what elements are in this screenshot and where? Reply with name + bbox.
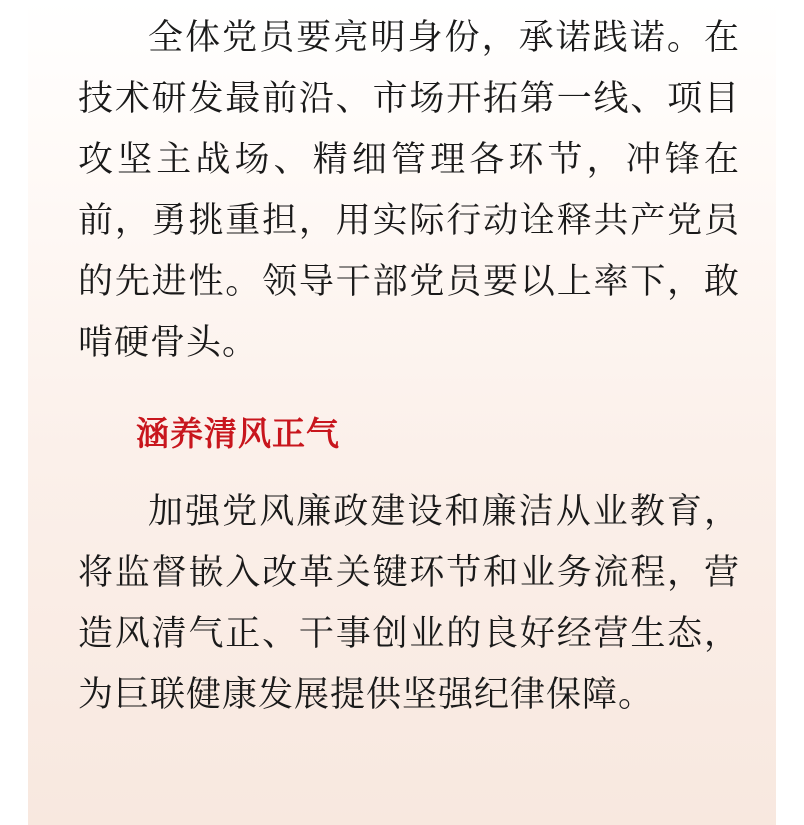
body-paragraph-commitment: 全体党员要亮明身份，承诺践诺。在技术研发最前沿、市场开拓第一线、项目攻坚主战场、精细管理各环节，冲锋在前，勇挑重担，用实际行动诠释共产党员的先进性。领导干部党员要以上率下，敢啃硬骨头。	[78, 18, 740, 363]
section-heading: 涵养清风正气	[136, 414, 340, 453]
article-card	[28, 0, 776, 825]
body-paragraph-integrity: 加强党风廉政建设和廉洁从业教育，将监督嵌入改革关键环节和业务流程，营造风清气正、干事创业的良好经营生态，为巨联健康发展提供坚强纪律保障。	[78, 492, 740, 715]
